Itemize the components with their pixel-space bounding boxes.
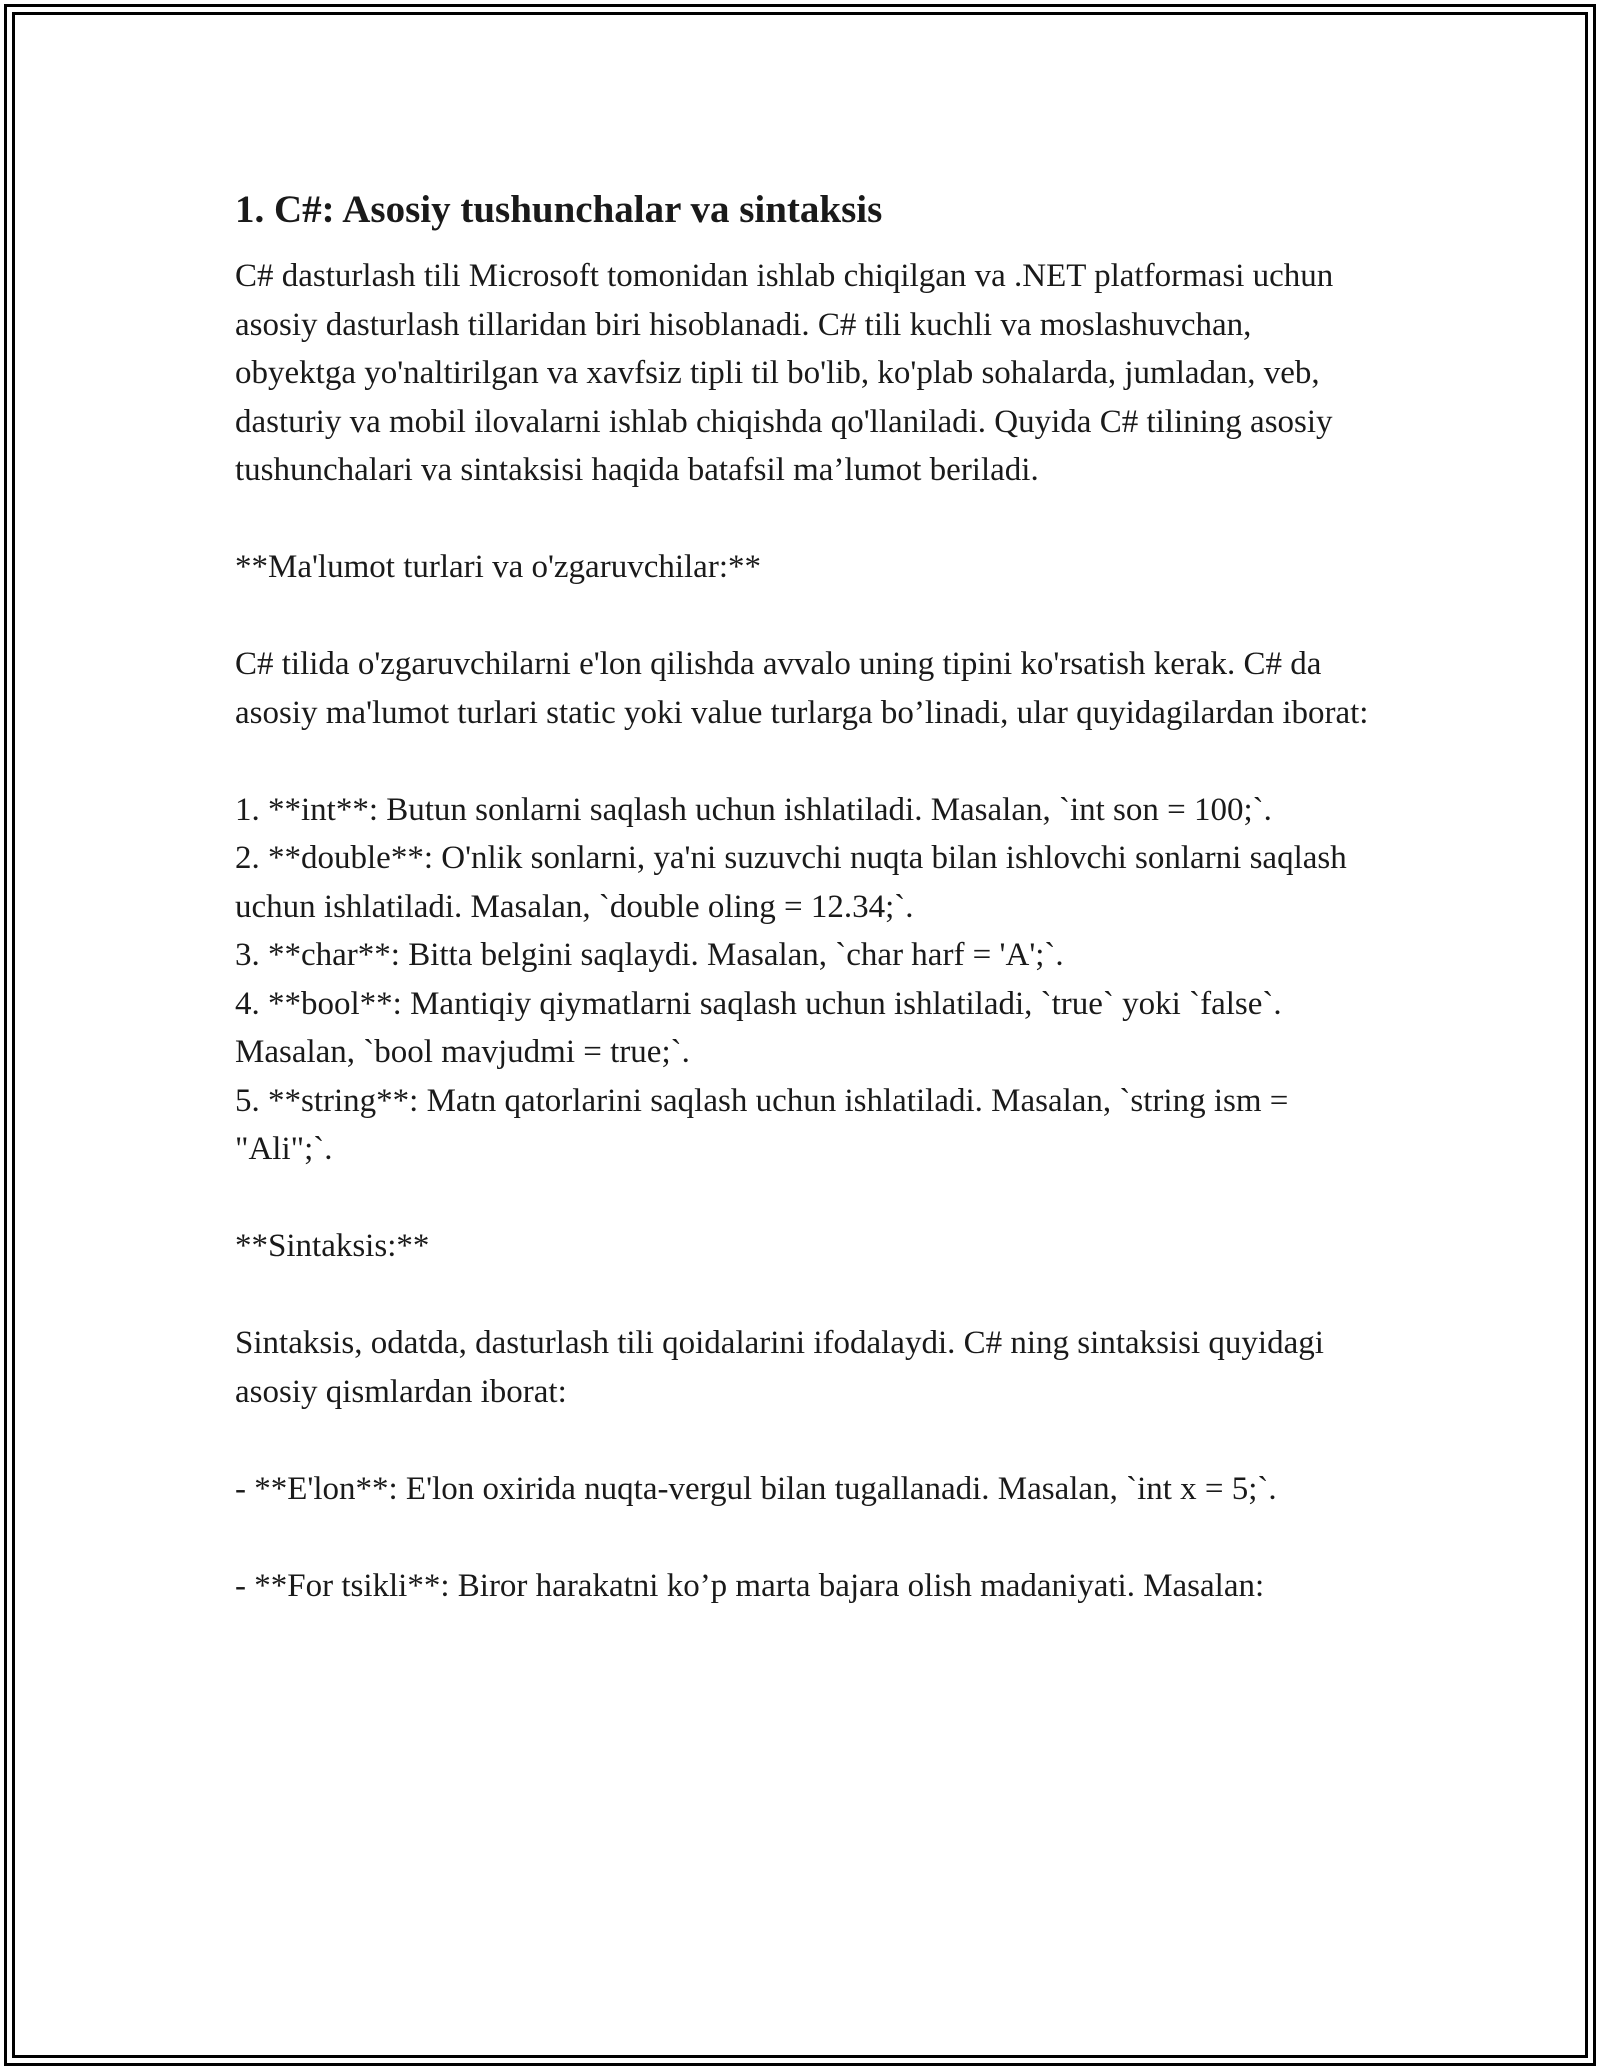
bullet-for-loop: - **For tsikli**: Biror harakatni ko’p marta bajara olish madaniyati. Masalan: — [235, 1567, 1265, 1604]
list-item-string: 5. **string**: Matn qatorlarini saqlash uchun ishlatiladi. Masalan, `string ism = "Ali";`. — [235, 1082, 1289, 1167]
list-item-bool: 4. **bool**: Mantiqiy qiymatlarni saqlash uchun ishlatiladi, `true` yoki `false`. Masalan, `bool mavjudmi = true;`. — [235, 985, 1282, 1070]
spacer — [235, 1513, 1375, 1562]
list-item-int: 1. **int**: Butun sonlarni saqlash uchun ishlatiladi. Masalan, `int son = 100;`. — [235, 791, 1272, 828]
section-paragraph-data-types: C# tilida o'zgaruvchilarni e'lon qilishda avvalo uning tipini ko'rsatish kerak. C# da asosiy ma'lumot turlari static yoki value turlarga bo’linadi, ular quyidagilardan iborat: — [235, 646, 1369, 731]
document-title: 1. C#: Asosiy tushunchalar va sintaksis — [235, 188, 883, 231]
spacer — [235, 737, 1375, 786]
bullet-declaration: - **E'lon**: E'lon oxirida nuqta-vergul bilan tugallanadi. Masalan, `int x = 5;`. — [235, 1470, 1277, 1507]
spacer — [235, 1174, 1375, 1223]
data-types-list — [235, 786, 1375, 1174]
list-item-double: 2. **double**: O'nlik sonlarni, ya'ni suzuvchi nuqta bilan ishlovchi sonlarni saqlash uchun ishlatiladi. Masalan, `double oling = 12.34;`. — [235, 840, 1347, 925]
list-item-char: 3. **char**: Bitta belgini saqlaydi. Masalan, `char harf = 'A';`. — [235, 937, 1064, 973]
document-body — [235, 186, 1375, 1610]
section-heading-syntax: **Sintaksis:** — [235, 1228, 430, 1264]
spacer — [235, 1271, 1375, 1320]
intro-paragraph: C# dasturlash tili Microsoft tomonidan ishlab chiqilgan va .NET platformasi uchun asosiy dasturlash tillaridan biri hisoblanadi. C# tili kuchli va moslashuvchan, obyektga yo'naltirilgan va xavfsiz tipli til bo'lib, ko'plab sohalarda, jumladan, veb, dasturiy va mobil ilovalarni ishlab chiqishda qo'llaniladi. Quyida C# tilining asosiy tushunchalari va sintaksisi haqida batafsil ma’lumot beriladi. — [235, 258, 1334, 488]
spacer — [235, 1416, 1375, 1465]
spacer — [235, 592, 1375, 641]
spacer — [235, 495, 1375, 544]
section-heading-data-types: **Ma'lumot turlari va o'zgaruvchilar:** — [235, 549, 761, 585]
section-paragraph-syntax: Sintaksis, odatda, dasturlash tili qoidalarini ifodalaydi. C# ning sintaksisi quyidagi asosiy qismlardan iborat: — [235, 1325, 1324, 1410]
